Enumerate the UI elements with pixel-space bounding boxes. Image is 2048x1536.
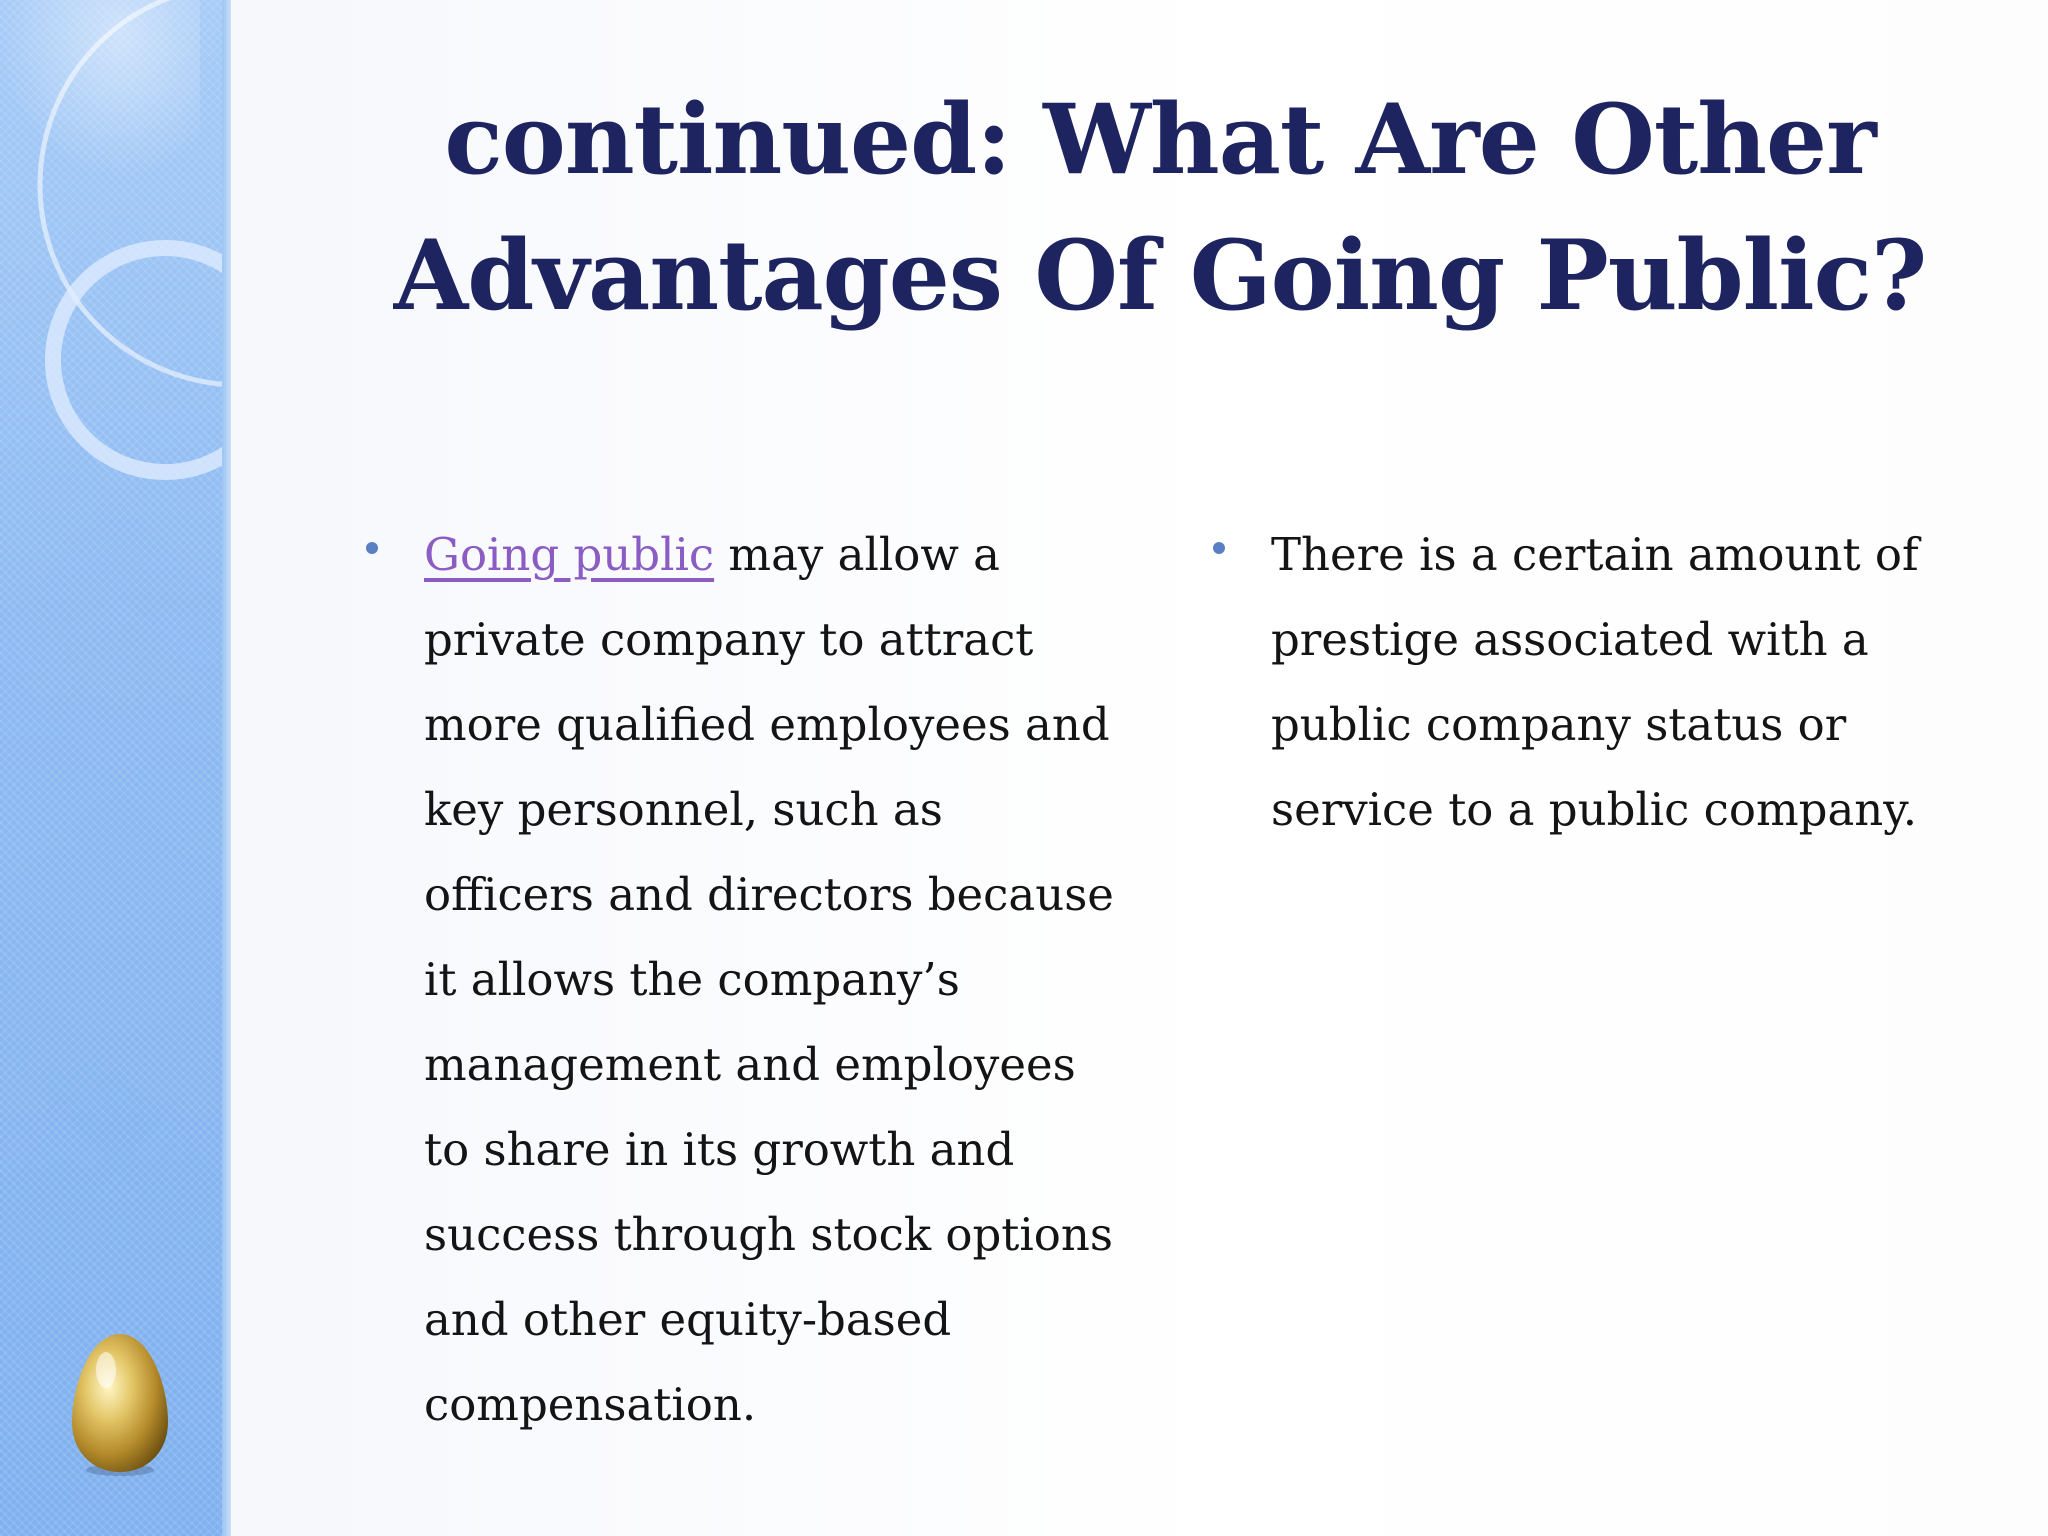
decorative-sidebar — [0, 0, 231, 1536]
sidebar-edge — [222, 0, 231, 1536]
title-line-2: Advantages Of Going Public? — [393, 219, 1927, 332]
left-column — [360, 512, 1120, 1447]
bullet-dot-icon — [1213, 542, 1225, 554]
going-public-link[interactable]: Going public — [424, 528, 715, 581]
bullet-dot-icon — [366, 542, 378, 554]
large-ring — [40, 0, 231, 385]
bullet-text-right: There is a certain amount of prestige associated with a public company status or service to a public company. — [1271, 528, 1919, 836]
title-line-1: continued: What Are Other — [444, 83, 1876, 196]
slide-title — [330, 72, 1990, 344]
right-column — [1207, 512, 2007, 852]
left-bullet-body: may allow a private company to attract more qualified employees and key personnel, such as officers and directors because it allows the company’s management and employees to share in its growth and success through stock options and other equity-based compensation. — [424, 528, 1114, 1431]
bullet-text-left — [424, 512, 1120, 1447]
bullet-item-right — [1207, 512, 2007, 852]
sidebar-rings — [0, 0, 231, 1536]
golden-egg-icon — [68, 1330, 172, 1478]
bullet-item-left — [360, 512, 1120, 1447]
